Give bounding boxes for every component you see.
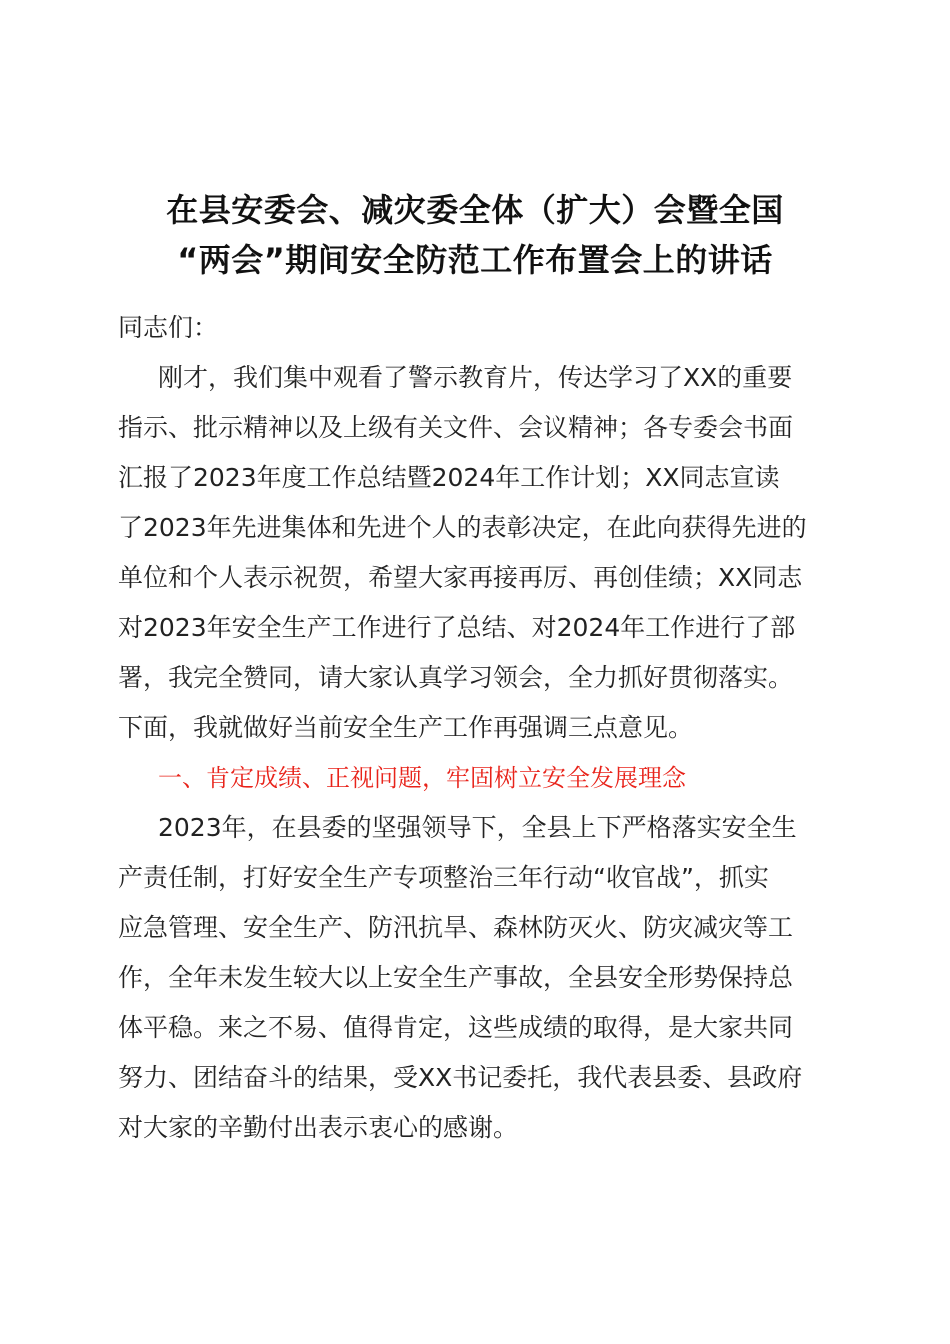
paragraph-2-line: 努力、团结奋斗的结果，受XX书记委托，我代表县委、县政府 [118, 1063, 803, 1092]
paragraph-2-line: 产责任制，打好安全生产专项整治三年行动“收官战”，抓实 [118, 863, 769, 892]
paragraph-1-line: 单位和个人表示祝贺，希望大家再接再厉、再创佳绩；XX同志 [118, 563, 803, 592]
paragraph-1-line: 汇报了2023年度工作总结暨2024年工作计划；XX同志宣读 [118, 463, 780, 492]
document-body [118, 303, 838, 1153]
paragraph-2-line: 作，全年未发生较大以上安全生产事故，全县安全形势保持总 [118, 963, 794, 992]
paragraph-2-line: 2023年，在县委的坚强领导下，全县上下严格落实安全生 [158, 813, 797, 842]
paragraph-1-line: 指示、批示精神以及上级有关文件、会议精神；各专委会书面 [118, 413, 794, 442]
paragraph-2-line: 对大家的辛勤付出表示衷心的感谢。 [118, 1113, 519, 1142]
section-1-heading: 一、肯定成绩、正视问题，牢固树立安全发展理念 [158, 764, 686, 792]
salutation: 同志们： [118, 313, 219, 342]
paragraph-1-line: 对2023年安全生产工作进行了总结、对2024年工作进行了部 [118, 613, 796, 642]
document-title-line-2: “两会”期间安全防范工作布置会上的讲话 [177, 241, 773, 279]
document-title-line-1: 在县安委会、减灾委全体（扩大）会暨全国 [166, 191, 784, 229]
paragraph-2-line: 应急管理、安全生产、防汛抗旱、森林防灭火、防灾减灾等工 [118, 913, 794, 942]
paragraph-1-line: 刚才，我们集中观看了警示教育片，传达学习了XX的重要 [158, 363, 793, 392]
paragraph-2-line: 体平稳。来之不易、值得肯定，这些成绩的取得，是大家共同 [118, 1013, 794, 1042]
paragraph-1-line: 署，我完全赞同，请大家认真学习领会，全力抓好贯彻落实。 [118, 663, 794, 692]
paragraph-1-line: 了2023年先进集体和先进个人的表彰决定，在此向获得先进的 [118, 513, 807, 542]
paragraph-1-line: 下面，我就做好当前安全生产工作再强调三点意见。 [118, 713, 694, 742]
